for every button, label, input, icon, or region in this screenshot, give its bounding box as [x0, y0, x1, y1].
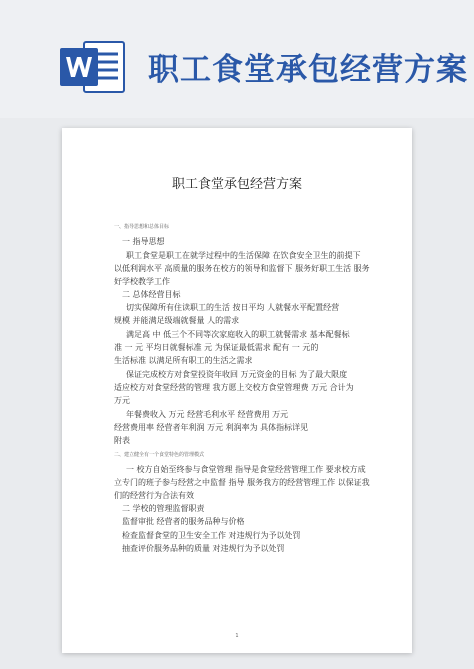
subheading: 一 指导思想: [122, 237, 165, 246]
paragraph-line: 监督审批 经营者的服务品种与价格: [122, 517, 245, 526]
word-document-icon: [60, 38, 126, 96]
paragraph-line: 保证完成校方对食堂投资年收回 万元资金的目标 为了最大限度: [126, 370, 348, 379]
header-banner: [0, 0, 474, 118]
section-heading: 一、指导思想和总体目标: [114, 224, 170, 230]
paragraph-line: 满足高 中 低三个不同等次家庭收入的职工就餐需求 基本配餐标: [126, 330, 350, 339]
page-number: 1: [235, 633, 239, 639]
paragraph-line: 职工食堂是职工在就学过程中的生活保障 在饮食安全卫生的前提下: [126, 251, 361, 260]
banner-title: 职工食堂承包经营方案: [148, 52, 468, 88]
paragraph-line: 以低利润水平 高质量的服务在校方的领导和监督下 服务好职工生活 服务: [114, 264, 370, 273]
document-title: 职工食堂承包经营方案: [171, 177, 302, 192]
paragraph-line: 经营费用率 经营者年利润 万元 利润率为 具体指标详见: [114, 423, 309, 432]
paragraph-line: 年餐费收入 万元 经营毛利水平 经营费用 万元: [126, 410, 289, 419]
paragraph-line: 规模 并能满足级端就餐量 人的需求: [114, 316, 240, 325]
document-page: [62, 128, 412, 653]
paragraph-line: 切实保障所有住读职工的生活 按日平均 人就餐水平配置经营: [126, 303, 340, 312]
subheading: 二 总体经营目标: [122, 290, 181, 299]
paragraph-line: 立专门的班子参与经营之中监督 指导 服务我方的经营管理工作 以保证我: [114, 478, 370, 487]
paragraph-line: 适应校方对食堂经营的管理 我方愿上交校方食堂管理费 万元 合计为: [114, 383, 354, 392]
paragraph-line: 一 校方自始至终参与食堂管理 指导是食堂经营管理工作 要求校方成: [126, 465, 366, 474]
paragraph-line: 附表: [114, 436, 130, 445]
section-heading: 二、建立健全有一个食堂特色的管理模式: [114, 452, 205, 458]
paragraph-line: 准 一 元 平均日就餐标准 元 为保证最低需求 配有 一 元的: [114, 343, 319, 352]
paragraph-line: 生活标准 以满足所有职工的生活之需求: [114, 356, 253, 365]
paragraph-line: 好学校教学工作: [114, 277, 170, 286]
paragraph-line: 万元: [114, 396, 130, 405]
paragraph-line: 检查监督食堂的卫生安全工作 对违规行为予以处罚: [122, 531, 301, 540]
paragraph-line: 抽查评价服务品种的质量 对违规行为予以处罚: [122, 544, 285, 553]
paragraph-line: 们的经营行为合法有效: [114, 491, 194, 500]
subheading: 二 学校的管理监督职责: [122, 504, 205, 513]
